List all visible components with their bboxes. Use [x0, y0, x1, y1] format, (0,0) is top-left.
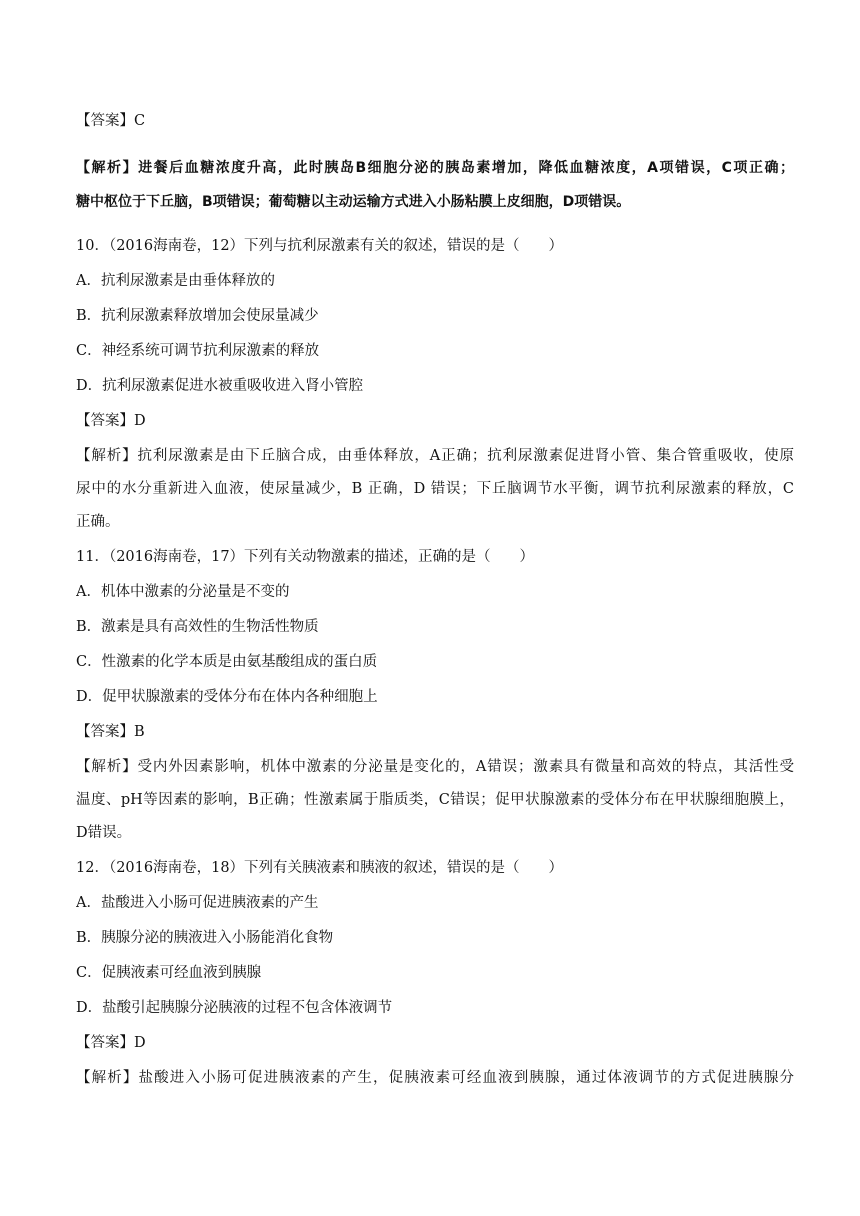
text-line: B．激素是具有高效性的生物活性物质	[76, 619, 319, 635]
text-line: C．神经系统可调节抗利尿激素的释放	[76, 343, 320, 359]
text-line: 【答案】C	[76, 113, 146, 129]
text-line: D．盐酸引起胰腺分泌胰液的过程不包含体液调节	[76, 1000, 393, 1016]
text-line: 12．（2016海南卷，18）下列有关胰液素和胰液的叙述，错误的是（ ）	[76, 860, 564, 876]
text-line: D．促甲状腺激素的受体分布在体内各种细胞上	[76, 689, 378, 705]
text-line: 【解析】抗利尿激素是由下丘脑合成，由垂体释放，A正确；抗利尿激素促进肾小管、集合管重吸收，使原	[76, 448, 794, 464]
text-line: 【答案】D	[76, 413, 146, 429]
text-line: 尿中的水分重新进入血液，使尿量减少，B 正确，D 错误；下丘脑调节水平衡，调节抗利尿激素的释放，C	[76, 481, 794, 497]
text-line: 11．（2016海南卷，17）下列有关动物激素的描述，正确的是（ ）	[76, 549, 535, 565]
text-line: A．盐酸进入小肠可促进胰液素的产生	[76, 895, 319, 911]
text-line: 温度、pH等因素的影响，B正确；性激素属于脂质类，C错误；促甲状腺激素的受体分布在甲状腺细胞膜上，	[76, 792, 794, 808]
text-line: D．抗利尿激素促进水被重吸收进入肾小管腔	[76, 378, 364, 394]
text-line: A．抗利尿激素是由垂体释放的	[76, 273, 275, 289]
text-line: D错误。	[76, 825, 132, 841]
text-line: 10．（2016海南卷，12）下列与抗利尿激素有关的叙述，错误的是（ ）	[76, 238, 564, 254]
text-line: C．性激素的化学本质是由氨基酸组成的蛋白质	[76, 654, 378, 670]
text-line: A．机体中激素的分泌量是不变的	[76, 584, 290, 600]
text-line: B．胰腺分泌的胰液进入小肠能消化食物	[76, 930, 334, 946]
text-line: 【答案】D	[76, 1035, 146, 1051]
text-line: 【答案】B	[76, 724, 145, 740]
text-line: 【解析】进餐后血糖浓度升高，此时胰岛B细胞分泌的胰岛素增加，降低血糖浓度，A项错误，C项正确；	[76, 160, 794, 176]
text-line: 正确。	[76, 514, 120, 530]
text-line: 【解析】盐酸进入小肠可促进胰液素的产生，促胰液素可经血液到胰腺，通过体液调节的方式促进胰腺分	[76, 1070, 794, 1086]
text-line: B．抗利尿激素释放增加会使尿量减少	[76, 308, 319, 324]
text-line: 糖中枢位于下丘脑，B项错误；葡萄糖以主动运输方式进入小肠粘膜上皮细胞，D项错误。	[76, 194, 631, 210]
text-line: C．促胰液素可经血液到胰腺	[76, 965, 262, 981]
text-line: 【解析】受内外因素影响，机体中激素的分泌量是变化的，A错误；激素具有微量和高效的特点，其活性受	[76, 759, 794, 775]
